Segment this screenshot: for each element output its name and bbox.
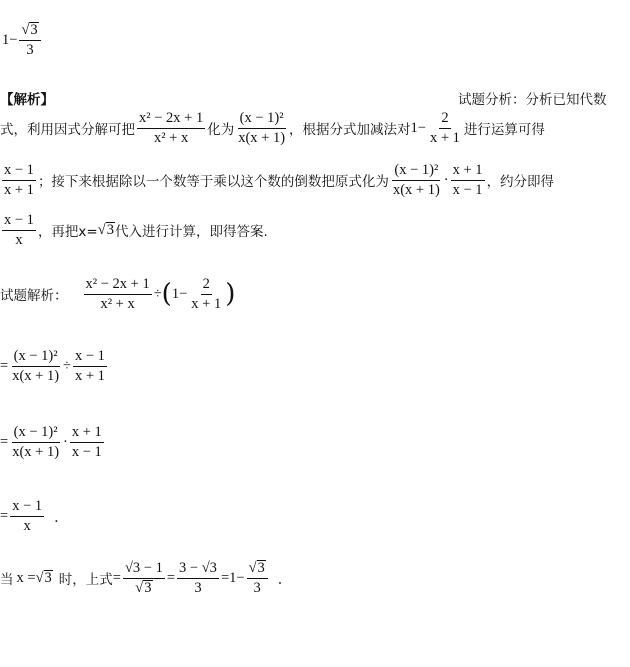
sqrt-sign-icon: √3 — [97, 221, 114, 238]
solution-line-1: 试题解析： $\frac{\text{x² − 2x + 1}}{\text{x² + x}}$ ÷ ( 1 − $\frac{2}{x + 1}$ ) — [0, 276, 236, 312]
analysis-line-4: $\frac{x - 1}{x}$ ，再把x= √3 代入进行计算，即得答案. — [4, 212, 268, 248]
sqrt-sign-icon: √3 — [35, 569, 52, 586]
frac-x-1-over-x+1: $\frac{x - 1}{x + 1}$ — [4, 162, 34, 198]
answer-expression — [2, 22, 43, 59]
solution-label: 试题解析： — [0, 288, 68, 305]
analysis-line-3: $\frac{x - 1}{x + 1}$ ；接下来根据除以一个数等于乘以这个数的倒数把原式化为 $\frac{\text{(x − 1)²}}{x(x + 1)}$ · $\frac{x + 1}{x - 1}$ ，约分即得 — [4, 162, 555, 198]
solution-step-4: = $\frac{x - 1}{x}$ ． — [0, 498, 69, 534]
analysis-line-2: 式，利用因式分解可把 $\frac{\text{x² − 2x + 1}}{\text{x² + x}}$ 化为 $\frac{\text{(x − 1)²}}{x(x + 1)}$ ，根据分式加减法对 1 − $\frac{2}{x + 1}$ 进行运算可得 — [0, 110, 545, 146]
frac-two-over: $\frac{2}{x + 1}$ — [429, 110, 460, 146]
answer-minus: − — [9, 31, 18, 48]
answer-fraction: $\frac{√3}{3}$ — [19, 22, 40, 59]
solution-step-3: = $\frac{\text{(x − 1)²}}{x(x + 1)}$ · $\frac{x + 1}{x - 1}$ — [0, 424, 102, 460]
frac-expr-factored: $\frac{\text{(x − 1)²}}{x(x + 1)}$ — [238, 110, 286, 146]
answer-one: 1 — [2, 31, 10, 48]
section-label: 【解析】 — [0, 92, 54, 108]
frac-expr-original: $\frac{\text{x² − 2x + 1}}{\text{x² + x}}$ — [139, 110, 204, 146]
solution-step-2: = $\frac{\text{(x − 1)²}}{x(x + 1)}$ ÷ $\frac{x - 1}{x + 1}$ — [0, 348, 105, 384]
solution-final: 当 x = √3 时，上式 = $\frac{√3 - 1}{√3}$ = $\frac{3 - √3}{3}$ = 1 − $\frac{√3}{3}$ ． — [0, 560, 293, 596]
analysis-start: 分析已知代数 — [525, 92, 607, 108]
sqrt-sign-icon: √3 — [21, 22, 38, 38]
analysis-label: 试题分析： — [458, 92, 526, 108]
analysis-intro — [458, 88, 607, 108]
